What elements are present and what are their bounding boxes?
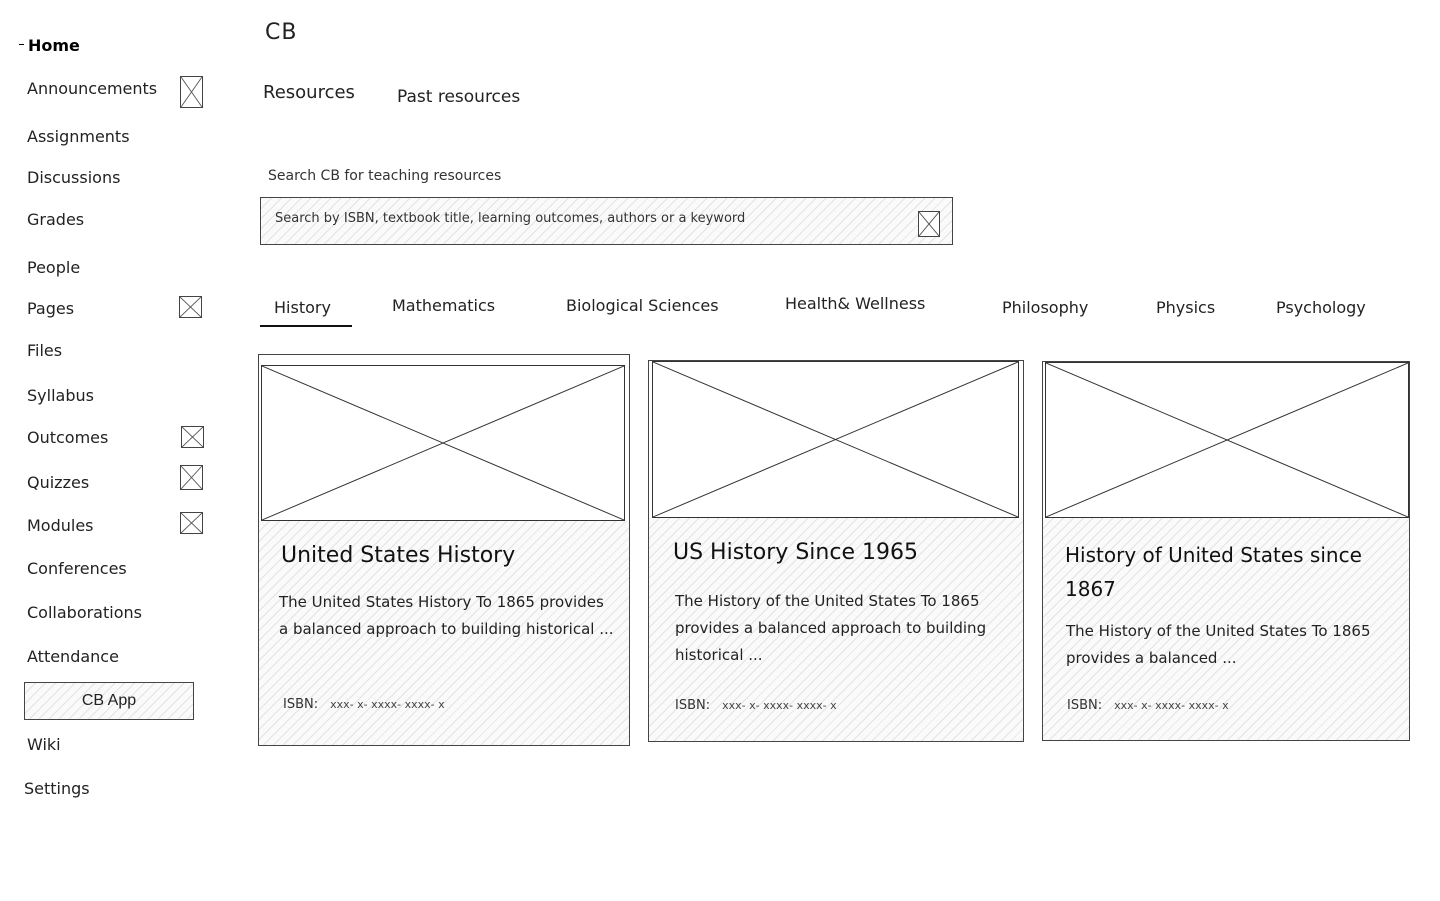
tab-physics[interactable]: Physics xyxy=(1156,298,1216,317)
card-description: The History of the United States To 1865 provides a balanced ... xyxy=(1066,622,1371,667)
card-body xyxy=(649,518,1023,741)
tab-philosophy[interactable]: Philosophy xyxy=(1002,298,1089,317)
hidden-item-icon[interactable] xyxy=(180,76,203,108)
sidebar-item-assignments[interactable]: Assignments xyxy=(27,127,130,146)
sidebar-item-quizzes[interactable]: Quizzes xyxy=(27,473,90,492)
tab-resources[interactable]: Resources xyxy=(263,82,355,103)
selected-tab-underline xyxy=(260,325,352,327)
course-sidebar xyxy=(0,0,230,901)
card-description: The History of the United States To 1865 provides a balanced approach to building historical ... xyxy=(675,592,987,664)
search-icon[interactable] xyxy=(918,211,940,237)
resource-card[interactable] xyxy=(648,360,1024,742)
sidebar-item-outcomes[interactable]: Outcomes xyxy=(27,428,109,447)
isbn-value: xxx- x- xxxx- xxxx- x xyxy=(330,698,445,711)
card-image-placeholder xyxy=(261,365,625,521)
card-image-placeholder xyxy=(652,361,1019,518)
sidebar-item-pages[interactable]: Pages xyxy=(27,299,75,318)
sidebar-item-grades[interactable]: Grades xyxy=(27,210,85,229)
tab-biological-sciences[interactable]: Biological Sciences xyxy=(566,296,719,315)
card-image-placeholder xyxy=(1045,362,1409,518)
sidebar-item-modules[interactable]: Modules xyxy=(27,516,94,535)
active-indicator xyxy=(19,44,24,45)
sidebar-item-syllabus[interactable]: Syllabus xyxy=(27,386,94,405)
sidebar-item-attendance[interactable]: Attendance xyxy=(27,647,119,666)
tab-history[interactable]: History xyxy=(274,298,331,317)
card-isbn xyxy=(283,697,445,712)
search-box xyxy=(260,197,953,245)
isbn-label: ISBN: xyxy=(675,698,711,713)
tab-psychology[interactable]: Psychology xyxy=(1276,298,1366,317)
cb-app-button[interactable]: CB App xyxy=(24,682,194,720)
hidden-item-icon[interactable] xyxy=(180,512,203,534)
tab-mathematics[interactable]: Mathematics xyxy=(392,296,496,315)
card-description: The United States History To 1865 provides a balanced approach to building historical ... xyxy=(279,593,614,638)
sidebar-item-files[interactable]: Files xyxy=(27,341,63,360)
sidebar-item-conferences[interactable]: Conferences xyxy=(27,559,127,578)
isbn-label: ISBN: xyxy=(1067,698,1103,713)
card-body xyxy=(259,521,629,745)
card-title[interactable]: US History Since 1965 xyxy=(673,540,918,565)
resource-card[interactable] xyxy=(1042,361,1410,741)
sidebar-item-settings[interactable]: Settings xyxy=(24,779,90,798)
search-input[interactable] xyxy=(275,211,915,226)
card-isbn xyxy=(1067,698,1229,713)
sidebar-item-home[interactable]: Home xyxy=(28,36,80,55)
hidden-item-icon[interactable] xyxy=(179,296,202,318)
isbn-value: xxx- x- xxxx- xxxx- x xyxy=(722,699,837,712)
hidden-item-icon[interactable] xyxy=(180,465,203,490)
sidebar-item-announcements[interactable]: Announcements xyxy=(27,79,158,98)
card-title[interactable]: History of United States since 1867 xyxy=(1065,543,1362,601)
search-label: Search CB for teaching resources xyxy=(268,168,502,184)
sidebar-item-discussions[interactable]: Discussions xyxy=(27,168,121,187)
tab-past-resources[interactable]: Past resources xyxy=(397,87,521,107)
sidebar-item-collaborations[interactable]: Collaborations xyxy=(27,603,142,622)
tab-health-wellness[interactable]: Health& Wellness xyxy=(785,294,926,313)
isbn-label: ISBN: xyxy=(283,697,319,712)
hidden-item-icon[interactable] xyxy=(181,426,204,448)
resource-card[interactable] xyxy=(258,354,630,746)
sidebar-item-wiki[interactable]: Wiki xyxy=(27,735,61,754)
card-isbn xyxy=(675,698,837,713)
card-body xyxy=(1043,518,1409,740)
page-title: CB xyxy=(265,20,298,45)
card-title[interactable]: United States History xyxy=(281,543,516,568)
isbn-value: xxx- x- xxxx- xxxx- x xyxy=(1114,699,1229,712)
sidebar-item-people[interactable]: People xyxy=(27,258,81,277)
